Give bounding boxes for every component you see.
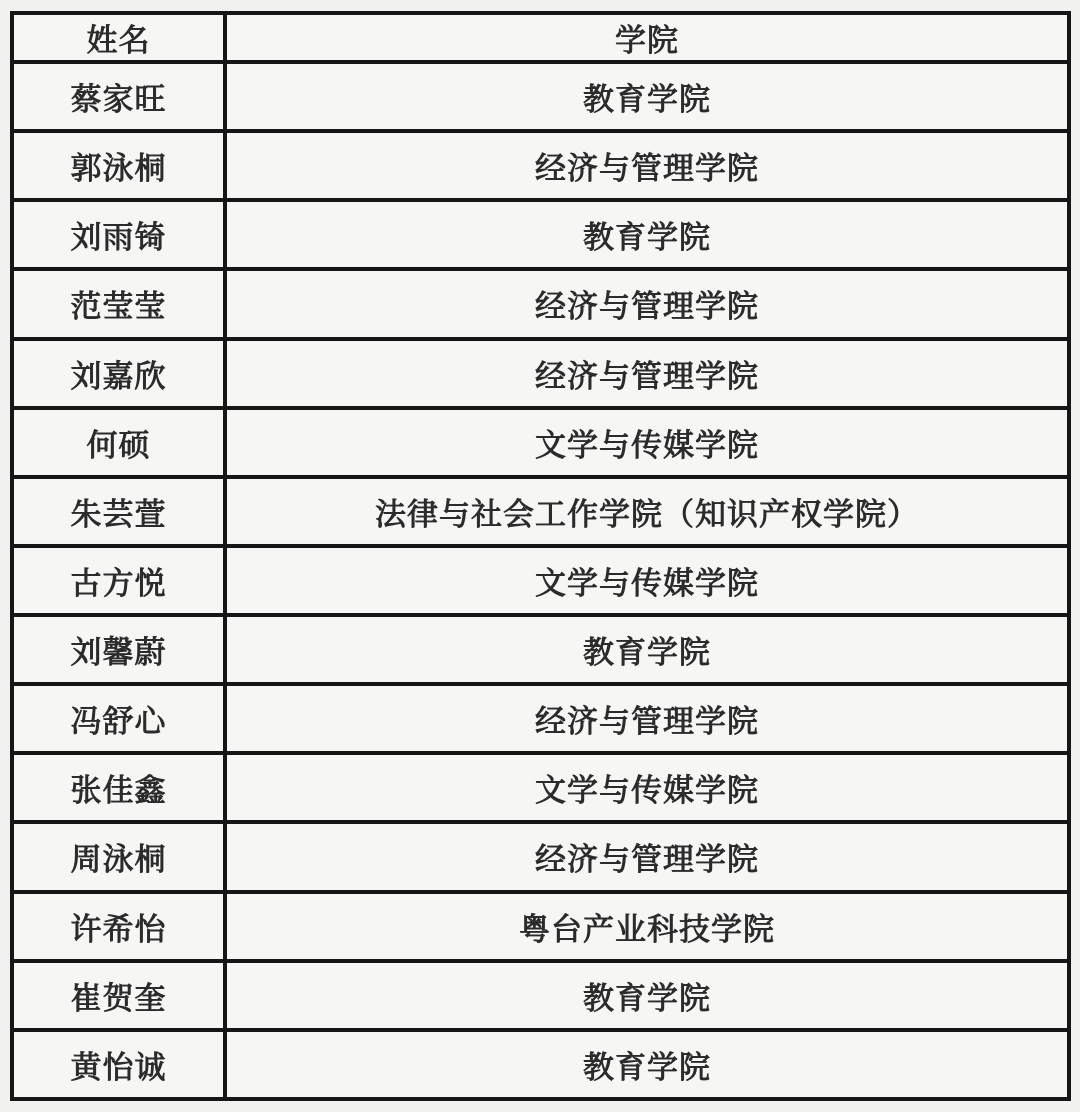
- college-cell: 粤台产业科技学院: [225, 892, 1069, 961]
- roster-table: [10, 11, 1071, 1101]
- name-cell: 刘雨锜: [12, 200, 225, 269]
- name-cell: 郭泳桐: [12, 131, 225, 200]
- name-cell: 冯舒心: [12, 684, 225, 753]
- table-row: [12, 200, 1069, 269]
- college-cell: 经济与管理学院: [225, 684, 1069, 753]
- table-row: [12, 339, 1069, 408]
- table-row: [12, 131, 1069, 200]
- header-cell-name: 姓名: [12, 13, 225, 62]
- college-cell: 教育学院: [225, 1030, 1069, 1099]
- name-cell: 张佳鑫: [12, 753, 225, 822]
- table-row: [12, 615, 1069, 684]
- table-row: [12, 961, 1069, 1030]
- name-cell: 崔贺奎: [12, 961, 225, 1030]
- college-cell: 经济与管理学院: [225, 131, 1069, 200]
- college-cell: 经济与管理学院: [225, 269, 1069, 338]
- table-row: [12, 269, 1069, 338]
- college-cell: 文学与传媒学院: [225, 408, 1069, 477]
- college-cell: 教育学院: [225, 200, 1069, 269]
- college-cell: 文学与传媒学院: [225, 546, 1069, 615]
- header-cell-college: 学院: [225, 13, 1069, 62]
- name-cell: 何硕: [12, 408, 225, 477]
- table-row: [12, 753, 1069, 822]
- college-cell: 经济与管理学院: [225, 339, 1069, 408]
- table-row: [12, 62, 1069, 131]
- name-cell: 周泳桐: [12, 822, 225, 891]
- college-cell: 教育学院: [225, 62, 1069, 131]
- college-cell: 经济与管理学院: [225, 822, 1069, 891]
- name-cell: 蔡家旺: [12, 62, 225, 131]
- table-row: [12, 822, 1069, 891]
- college-cell: 法律与社会工作学院（知识产权学院）: [225, 477, 1069, 546]
- name-cell: 刘嘉欣: [12, 339, 225, 408]
- table-row: [12, 408, 1069, 477]
- college-cell: 文学与传媒学院: [225, 753, 1069, 822]
- college-cell: 教育学院: [225, 615, 1069, 684]
- table-row: [12, 684, 1069, 753]
- college-cell: 教育学院: [225, 961, 1069, 1030]
- name-cell: 古方悦: [12, 546, 225, 615]
- table-row: [12, 1030, 1069, 1099]
- table-row: [12, 477, 1069, 546]
- name-cell: 黄怡诚: [12, 1030, 225, 1099]
- table-row: [12, 892, 1069, 961]
- name-cell: 范莹莹: [12, 269, 225, 338]
- name-cell: 刘馨蔚: [12, 615, 225, 684]
- table-row: [12, 546, 1069, 615]
- name-cell: 朱芸萱: [12, 477, 225, 546]
- header-row: [12, 13, 1069, 62]
- name-cell: 许希怡: [12, 892, 225, 961]
